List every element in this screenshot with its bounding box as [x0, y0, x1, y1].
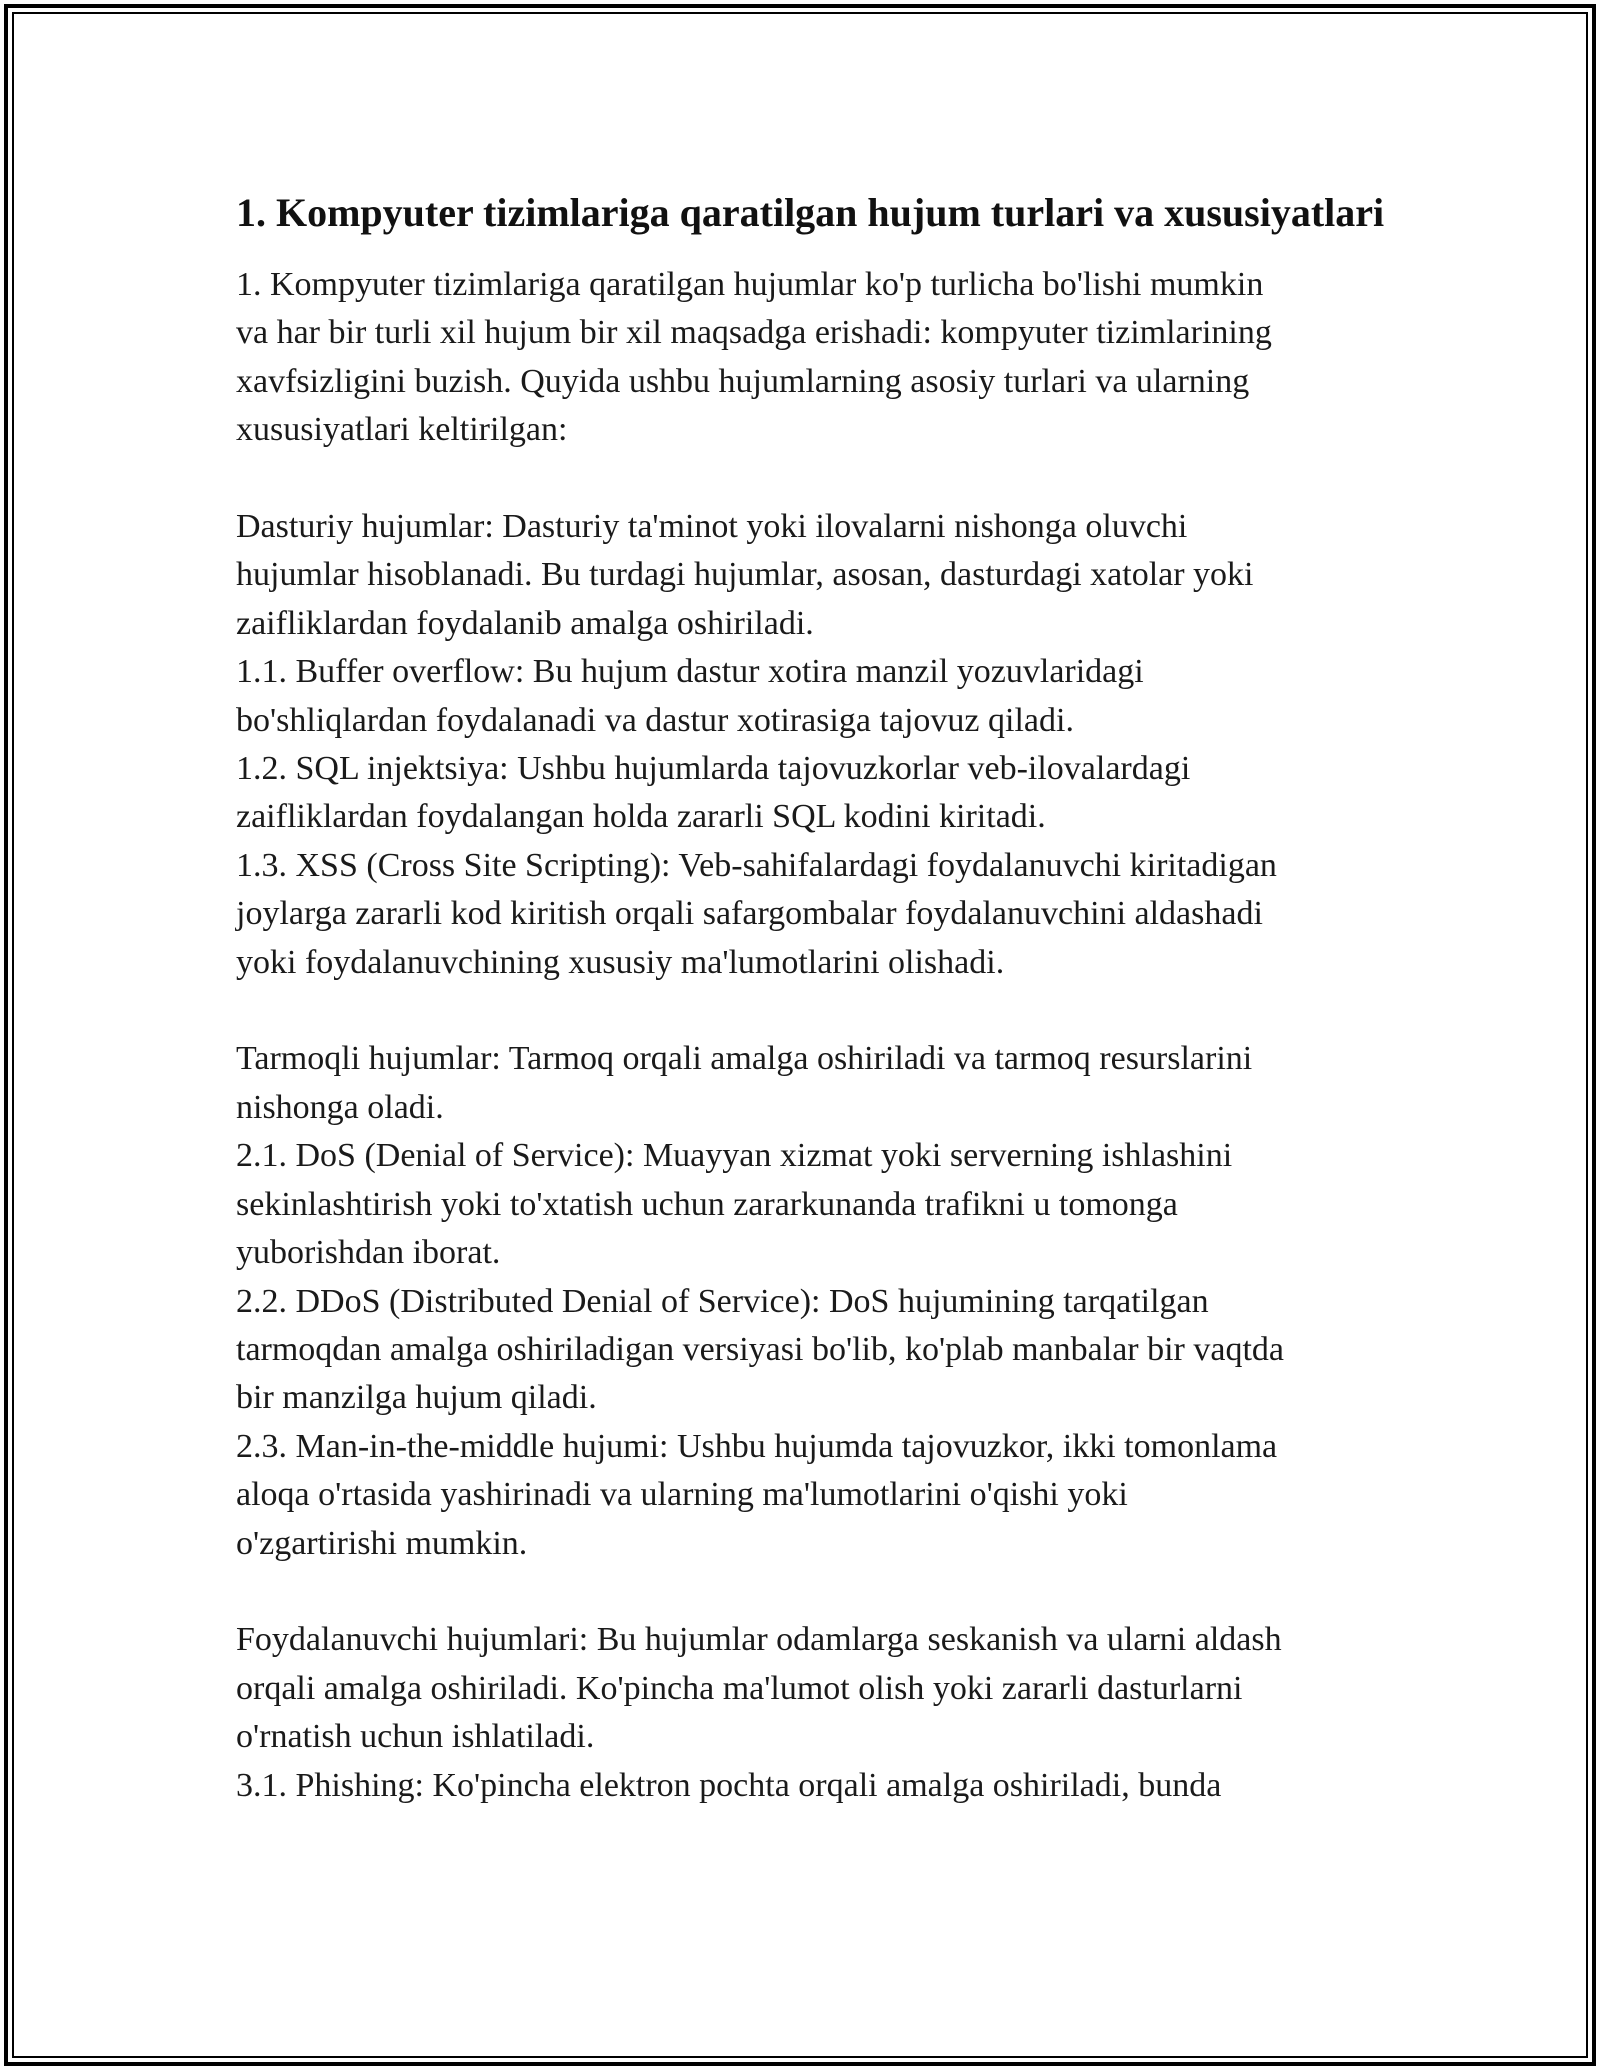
document-body [236, 185, 1396, 1810]
paragraph-spacer [236, 1568, 1396, 1616]
paragraph-spacer [236, 455, 1396, 503]
software-attacks-section: Dasturiy hujumlar: Dasturiy ta'minot yoki ilovalarni nishonga oluvchi hujumlar hisoblanadi. Bu turdagi hujumlar, asosan, dasturdagi xatolar yoki zaifliklardan foydalanib amalga oshiriladi. 1.1. Buffer overflow: Bu hujum dastur xotira manzil yozuvlaridagi bo'shliqlardan foydalanadi va dastur xotirasiga tajovuz qiladi. 1.2. SQL injektsiya: Ushbu hujumlarda tajovuzkorlar veb-ilovalardagi zaifliklardan foydalangan holda zararli SQL kodini kiritadi. 1.3. XSS (Cross Site Scripting): Veb-sahifalardagi foydalanuvchi kiritadigan joylarga zararli kod kiritish orqali safargombalar foydalanuvchini aldashadi yoki foydalanuvchining xususiy ma'lumotlarini olishadi. [236, 508, 1277, 981]
user-attacks-section: Foydalanuvchi hujumlari: Bu hujumlar odamlarga seskanish va ularni aldash orqali amalga oshiriladi. Ko'pincha ma'lumot olish yoki zararli dasturlarni o'rnatish uchun ishlatiladi. 3.1. Phishing: Ko'pincha elektron pochta orqali amalga oshiriladi, bunda [236, 1621, 1282, 1804]
network-attacks-section: Tarmoqli hujumlar: Tarmoq orqali amalga oshiriladi va tarmoq resurslarini nishonga oladi. 2.1. DoS (Denial of Service): Muayyan xizmat yoki serverning ishlashini sekinlashtirish yoki to'xtatish uchun zararkunanda trafikni u tomonga yuborishdan iborat. 2.2. DDoS (Distributed Denial of Service): DoS hujumining tarqatilgan tarmoqdan amalga oshiriladigan versiyasi bo'lib, ko'plab manbalar bir vaqtda bir manzilga hujum qiladi. 2.3. Man-in-the-middle hujumi: Ushbu hujumda tajovuzkor, ikki tomonlama aloqa o'rtasida yashirinadi va ularning ma'lumotlarini o'qishi yoki o'zgartirishi mumkin. [236, 1040, 1285, 1562]
intro-paragraph: 1. Kompyuter tizimlariga qaratilgan hujumlar ko'p turlicha bo'lishi mumkin va har bir turli xil hujum bir xil maqsadga erishadi: kompyuter tizimlarining xavfsizligini buzish. Quyida ushbu hujumlarning asosiy turlari va ularning xususiyatlari keltirilgan: [236, 266, 1272, 449]
document-title: 1. Kompyuter tizimlariga qaratilgan hujum turlari va xususiyatlari [236, 190, 1385, 235]
paragraph-spacer [236, 987, 1396, 1035]
